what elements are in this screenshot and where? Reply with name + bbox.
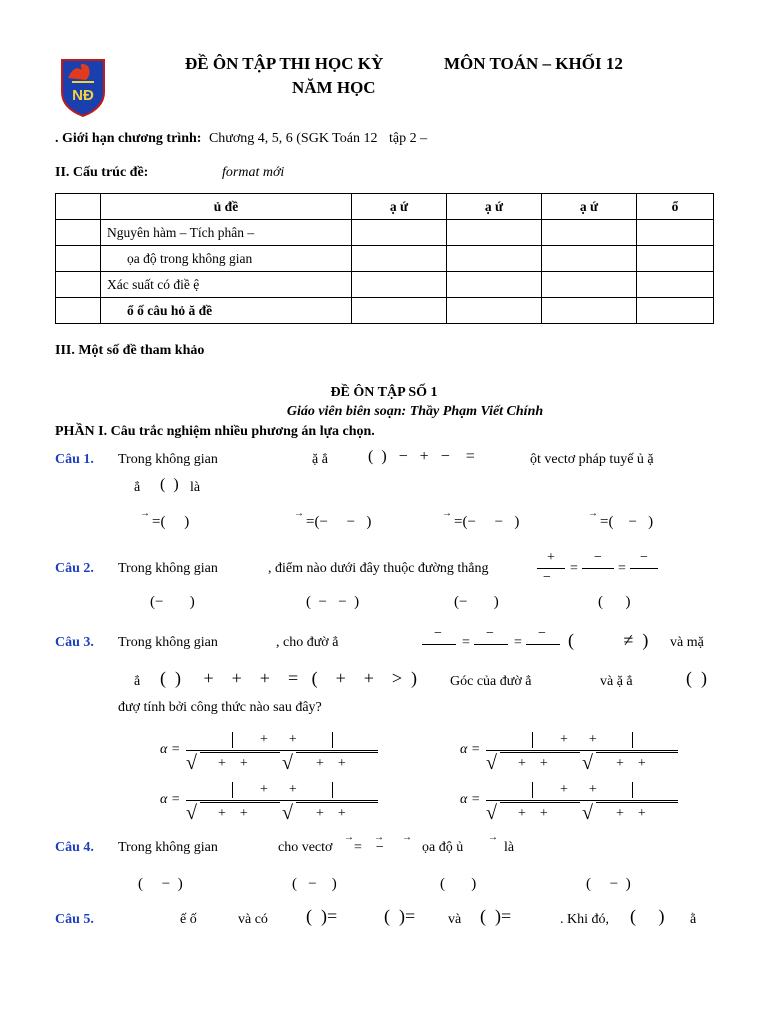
question-text: đượ tính bởi công thức nào sau đây? [118, 700, 322, 715]
question-text: ọa độ ủ [422, 840, 464, 855]
answer-option: → =(− − ) [442, 508, 520, 530]
question-text: Trong không gian [118, 452, 218, 467]
question-text: ặ ẳ [312, 452, 328, 467]
vector-arrow-icon: → [294, 508, 304, 519]
header-year: NĂM HỌC [292, 78, 376, 97]
table-cell [447, 298, 542, 324]
math-expr: ( ≠ ) [568, 630, 649, 650]
table-header-cell: ạ ứ [542, 194, 637, 220]
question-text: và [448, 912, 462, 927]
math-expr: ( ) [630, 906, 665, 926]
alpha-symbol: α = [460, 742, 481, 757]
vector-arrow-icon: → [344, 832, 354, 843]
question-text: Trong không gian [118, 561, 218, 576]
math-expr: ( ) − + − = [368, 448, 475, 465]
header-title: ĐỀ ÔN TẬP THI HỌC KỲ [185, 54, 384, 73]
answer-option: ( ) [440, 876, 477, 892]
table-cell: Nguyên hàm – Tích phân – [101, 220, 352, 246]
table-header-cell [56, 194, 101, 220]
math-expr: ( ) + + + = ( + + > ) [160, 668, 418, 688]
vector-arrow-icon: → [402, 832, 412, 843]
fraction: − [422, 626, 458, 656]
alpha-symbol: α = [160, 792, 181, 807]
table-header-row [56, 194, 714, 220]
table-header-cell: ổ [637, 194, 714, 220]
structure-format: format mới [222, 165, 285, 180]
math-expr: ( )= [306, 906, 338, 926]
answer-option: (− ) [454, 594, 499, 610]
question-text: ẳ [134, 674, 141, 689]
header-subject: MÔN TOÁN – KHỐI 12 [444, 54, 623, 73]
svg-text:NĐ: NĐ [72, 87, 94, 104]
table-cell [352, 246, 447, 272]
option-text: =( [152, 514, 166, 530]
alpha-symbol: α = [160, 742, 181, 757]
scope-value: Chương 4, 5, 6 (SGK Toán 12 [208, 131, 378, 146]
formula-option: α = + + √ + + √ + + [160, 782, 390, 822]
option-text: =(− [454, 514, 476, 530]
answer-option: ( − ) [138, 876, 183, 892]
fraction: − [474, 626, 510, 656]
question-text: ằ [690, 912, 697, 927]
table-cell [56, 272, 101, 298]
question-label: Câu 5. [55, 912, 94, 927]
table-header-cell: ủ đề [101, 194, 352, 220]
table-cell [447, 220, 542, 246]
exam-author: Giáo viên biên soạn: Thầy Phạm Viết Chính [286, 404, 544, 419]
table-cell [56, 246, 101, 272]
table-cell [542, 246, 637, 272]
question-text: ột vectơ pháp tuyế ủ ặ [530, 452, 654, 467]
table-cell [637, 220, 714, 246]
question-text: Góc của đườ ẳ [450, 674, 532, 689]
alpha-symbol: α = [460, 792, 481, 807]
table-cell [542, 220, 637, 246]
table-cell: ọa độ trong không gian [101, 246, 352, 272]
formula-option: α = + + √ + + √ + + [460, 732, 690, 772]
question-text: là [504, 840, 515, 855]
structure-table [55, 193, 714, 324]
answer-option: → =( − ) [588, 508, 654, 530]
table-header-cell: ạ ứ [447, 194, 542, 220]
scope-label: . Giới hạn chương trình: [55, 131, 202, 146]
question-label: Câu 1. [55, 452, 94, 467]
table-cell [542, 298, 637, 324]
exam-title: ĐỀ ÔN TẬP SỐ 1 [330, 385, 438, 400]
equals-sign: = [618, 561, 626, 576]
math-expr: ( )= [384, 906, 416, 926]
answer-option: → =( ) [140, 508, 190, 530]
table-cell: ổ ố câu hỏ ă đề [101, 298, 352, 324]
question-label: Câu 3. [55, 635, 94, 650]
fraction: − [526, 626, 562, 656]
math-expr: ( ) [686, 668, 707, 688]
table-total-row [56, 298, 714, 324]
option-text: =( [600, 514, 614, 530]
equals-sign: = [514, 635, 522, 650]
equals-sign: = [570, 561, 578, 576]
question-text: và ặ ẳ [600, 674, 633, 689]
section-heading: III. Một số đề tham khảo [55, 343, 205, 358]
question-text: . Khi đó, [560, 912, 609, 927]
table-cell [637, 298, 714, 324]
scope-line [55, 131, 427, 147]
question-text: và có [238, 912, 268, 927]
question-text: Trong không gian [118, 840, 218, 855]
table-cell [542, 272, 637, 298]
equals-sign: = [462, 635, 470, 650]
answer-option: → =(− − ) [294, 508, 372, 530]
vector-arrow-icon: → [374, 832, 384, 843]
exam-part: PHẦN I. Câu trắc nghiệm nhiều phương án lựa chọn. [55, 424, 375, 439]
question-text: ế ố [180, 912, 197, 927]
question-text: ẳ [134, 480, 141, 495]
question-text: , cho đườ ẳ [276, 635, 339, 650]
table-cell [352, 220, 447, 246]
math-expr: → → → = − [340, 832, 412, 855]
answer-option: (− ) [150, 594, 195, 610]
table-cell [56, 220, 101, 246]
scope-tail: tập 2 – [388, 131, 428, 146]
fraction: − [630, 550, 660, 590]
table-header-cell: ạ ứ [352, 194, 447, 220]
table-cell [637, 246, 714, 272]
table-cell [56, 298, 101, 324]
question-text: , điểm nào dưới đây thuộc đường thẳng [268, 561, 489, 576]
question-text: Trong không gian [118, 635, 218, 650]
vector-arrow-icon: → [442, 508, 452, 519]
answer-option: ( − ) [586, 876, 631, 892]
math-expr: ( ) [160, 476, 179, 493]
table-cell [637, 272, 714, 298]
table-row [56, 272, 714, 298]
math-expr: ( )= [480, 906, 512, 926]
table-cell [447, 246, 542, 272]
table-row [56, 220, 714, 246]
option-text: =(− [306, 514, 328, 530]
fraction: + − [537, 550, 567, 590]
question-label: Câu 4. [55, 840, 94, 855]
vector-arrow-icon: → [488, 832, 498, 843]
answer-option: ( − ) [292, 876, 337, 892]
question-text: là [190, 480, 201, 495]
question-text: và mặ [670, 635, 704, 650]
table-row [56, 246, 714, 272]
fraction: − [582, 550, 616, 590]
structure-label: II. Cấu trúc đề: [55, 165, 149, 180]
school-logo [52, 56, 114, 118]
table-cell [352, 298, 447, 324]
vector-arrow-icon: → [140, 508, 150, 519]
formula-option: α = + + √ + + √ + + [460, 782, 690, 822]
question-label: Câu 2. [55, 561, 94, 576]
formula-option: α = + + √ + + √ + + [160, 732, 390, 772]
table-cell: Xác suất có điề ệ [101, 272, 352, 298]
vector-arrow-icon: → [588, 508, 598, 519]
question-text: cho vectơ [278, 840, 333, 855]
table-cell [352, 272, 447, 298]
answer-option: ( − − ) [306, 594, 360, 610]
answer-option: ( ) [598, 594, 631, 610]
table-cell [447, 272, 542, 298]
